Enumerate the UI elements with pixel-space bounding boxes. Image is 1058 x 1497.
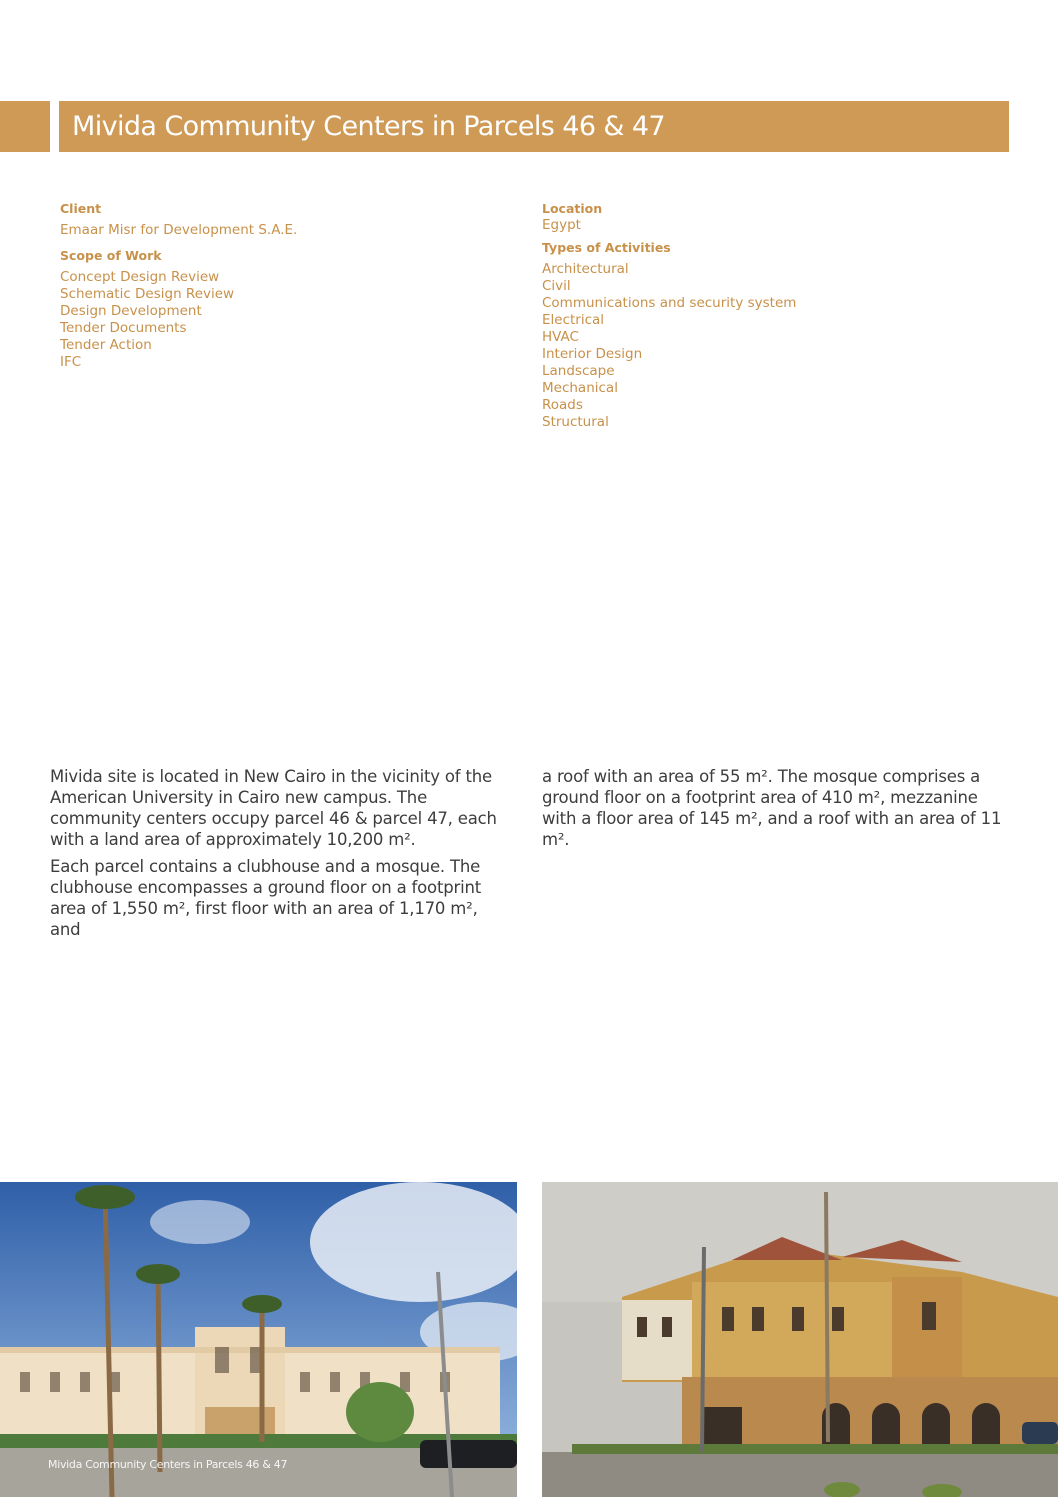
list-item: Concept Design Review	[60, 269, 220, 285]
list-item: Architectural	[542, 261, 629, 277]
list-item: Communications and security system	[542, 295, 797, 311]
mosque-building-photo	[542, 1182, 1058, 1497]
client-label: Client	[60, 201, 102, 216]
list-item: Tender Documents	[60, 320, 187, 336]
description-paragraph: Each parcel contains a clubhouse and a mosque. The clubhouse encompasses a ground floor on a footprint area of 1,550 m², first floor with an area of 1,170 m², and	[50, 857, 481, 939]
client-value: Emaar Misr for Development S.A.E.	[60, 222, 298, 238]
scope-label: Scope of Work	[60, 248, 162, 263]
location-value: Egypt	[542, 217, 581, 233]
description-paragraph: a roof with an area of 55 m². The mosque comprises a ground floor on a footprint area of 410 m², mezzanine with a floor area of 145 m², and a roof with an area of 11 m².	[542, 767, 1002, 849]
list-item: Civil	[542, 278, 571, 294]
list-item: Structural	[542, 414, 609, 430]
activities-list	[542, 261, 962, 431]
scope-list	[60, 269, 480, 371]
clubhouse-illustration	[0, 1182, 517, 1497]
list-item: Schematic Design Review	[60, 286, 235, 302]
activities-label: Types of Activities	[542, 240, 671, 255]
list-item: Mechanical	[542, 380, 618, 396]
list-item: Landscape	[542, 363, 615, 379]
project-info-left	[60, 200, 480, 371]
list-item: Design Development	[60, 303, 202, 319]
list-item: IFC	[60, 354, 82, 370]
description-column-right	[542, 766, 1012, 856]
description-column-left	[50, 766, 500, 946]
list-item: Interior Design	[542, 346, 643, 362]
list-item: Roads	[542, 397, 583, 413]
header-accent-block	[0, 101, 50, 152]
description-paragraph: Mivida site is located in New Cairo in the vicinity of the American University in Cairo new campus. The community centers occupy parcel 46 & parcel 47, each with a land area of approximately 10,200 m².	[50, 767, 497, 849]
project-info-right	[542, 200, 962, 431]
building-illustration	[542, 1182, 1058, 1497]
list-item: HVAC	[542, 329, 579, 345]
location-label: Location	[542, 201, 603, 216]
list-item: Electrical	[542, 312, 605, 328]
page-title: Mivida Community Centers in Parcels 46 & 47	[72, 111, 665, 142]
list-item: Tender Action	[60, 337, 152, 353]
title-band	[59, 101, 1009, 152]
clubhouse-photo	[0, 1182, 517, 1497]
photo-caption: Mivida Community Centers in Parcels 46 & 47	[48, 1458, 288, 1471]
